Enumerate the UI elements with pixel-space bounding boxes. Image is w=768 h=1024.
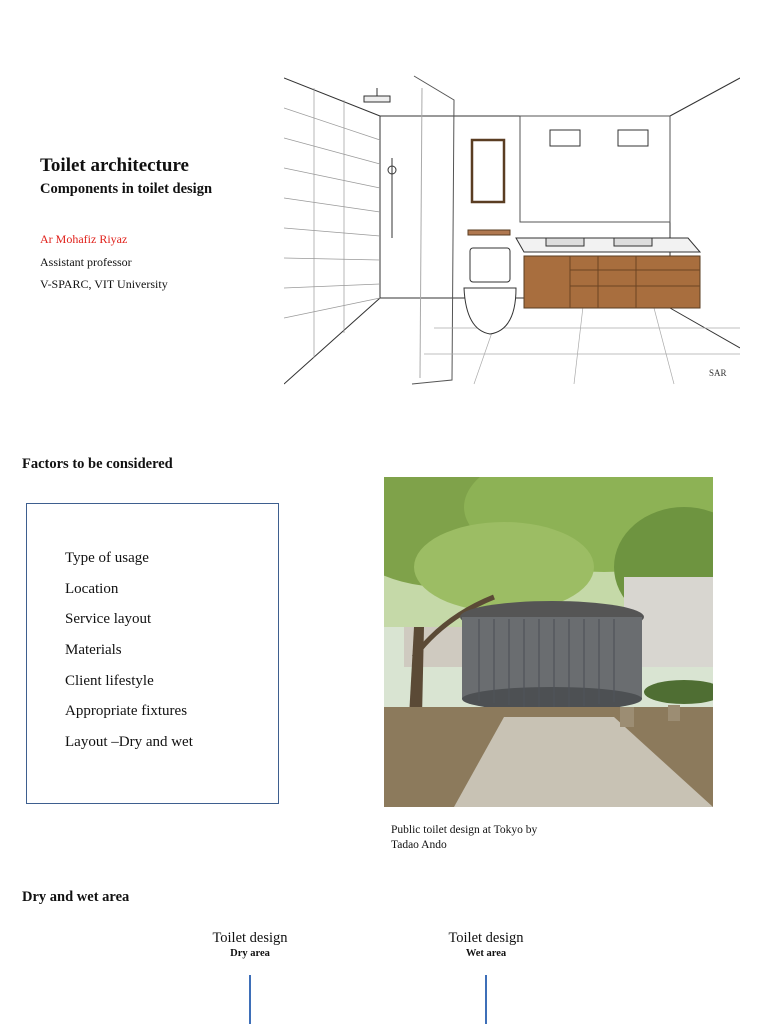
sketch-signature: SAR [709,368,727,378]
tokyo-toilet-photo [384,477,713,807]
node-subtitle: Wet area [465,948,507,959]
page-title: Toilet architecture [40,155,189,176]
factors-box [26,503,279,804]
list-item: Type of usage [65,550,149,566]
caption-line-2: Tadao Ando [391,839,447,851]
photo-caption [391,823,591,853]
dry-connector-line [249,975,251,1024]
list-item: Layout –Dry and wet [65,734,193,751]
page-subtitle: Components in toilet design [40,181,213,197]
node-subtitle: Dry area [230,948,270,959]
author-name: Ar Mohafiz Riyaz [40,232,128,246]
wet-connector-line [485,975,487,1024]
bathroom-sketch-illustration [284,48,740,388]
list-item: Service layout [65,611,152,628]
list-item: Materials [65,642,122,659]
list-item: Appropriate fixtures [65,703,188,720]
author-institution: V-SPARC, VIT University [40,277,168,291]
dry-area-node [190,930,310,959]
node-title: Toilet design [448,930,524,946]
list-item: Location [65,580,119,597]
node-title: Toilet design [212,930,288,946]
wet-area-node [426,930,546,959]
caption-line-1: Public toilet design at Tokyo by [391,824,538,836]
list-item: Client lifestyle [65,672,154,689]
factors-heading: Factors to be considered [22,456,173,472]
factors-list [65,548,193,763]
author-role: Assistant professor [40,255,132,269]
dry-wet-heading: Dry and wet area [22,889,130,905]
